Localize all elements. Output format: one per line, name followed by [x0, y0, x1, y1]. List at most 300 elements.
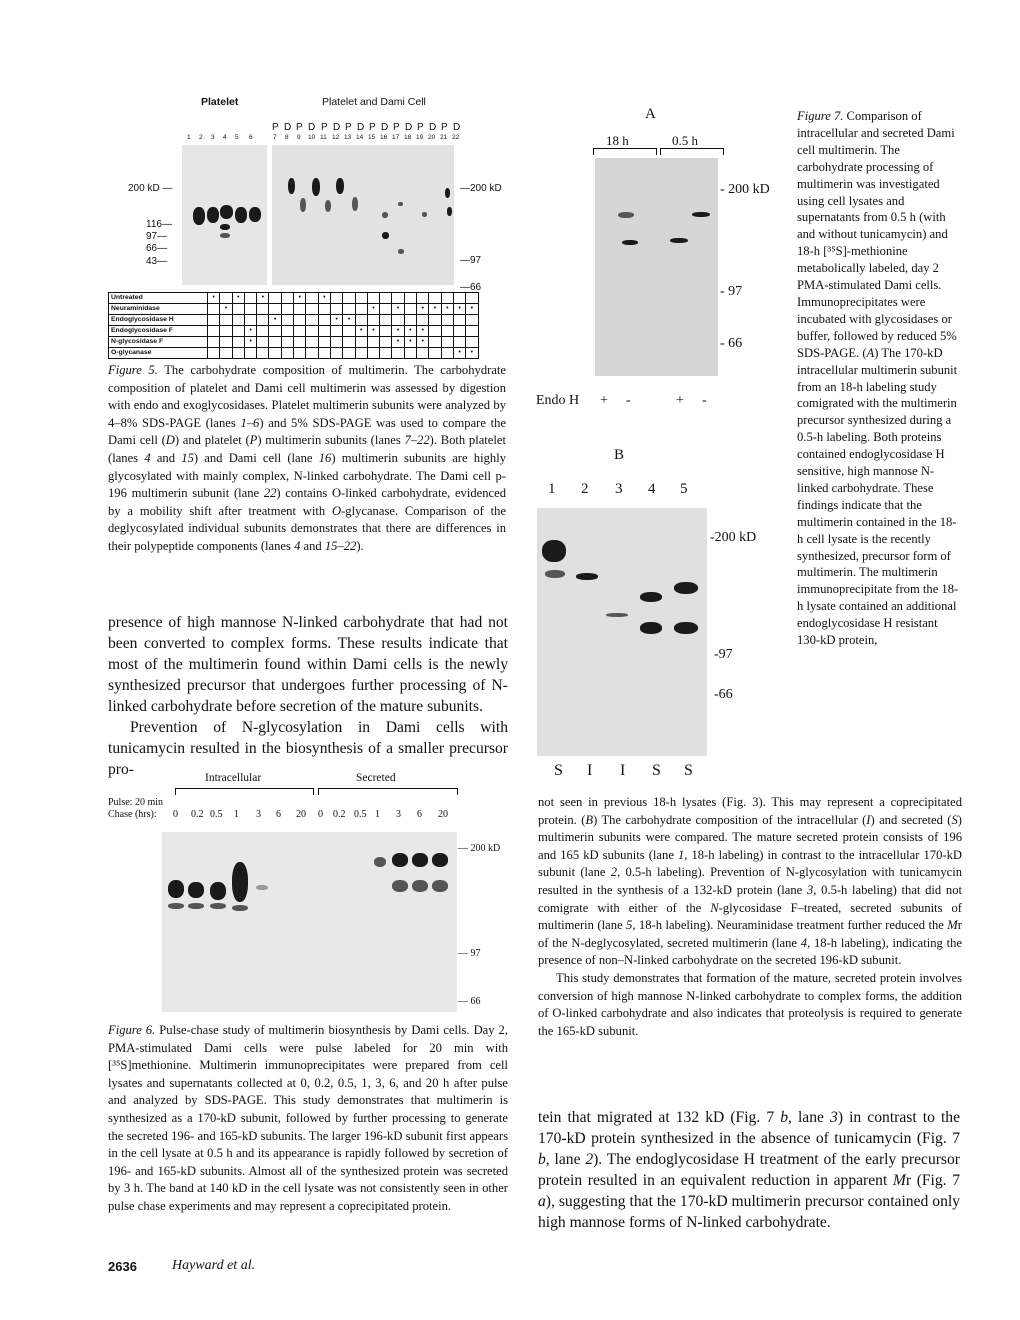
caption-run: ) multimerin subunits were compared. The mature secreted protein consists of 196 and 165 kD subunits (lane	[538, 812, 962, 862]
enzyme-cell: •	[244, 326, 256, 337]
pd-label: P	[393, 122, 400, 133]
lane-number: 13	[344, 134, 352, 141]
caption-run: ). The endoglycosidase H treatment of the early precursor protein resulted in an equivalent reduction in apparent	[538, 1151, 960, 1189]
chase-value: 0.5	[354, 809, 367, 820]
mw-marker: 200 kD —	[128, 183, 173, 194]
enzyme-treatment-table	[108, 292, 479, 359]
fig7a-band	[618, 212, 634, 218]
lane-number: 2	[581, 481, 589, 497]
fig5-band	[220, 233, 230, 238]
lane-number: 5	[235, 134, 239, 141]
enzyme-cell	[392, 348, 404, 359]
enzyme-cell	[257, 337, 269, 348]
enzyme-cell	[232, 315, 244, 326]
fig5-band	[220, 224, 230, 230]
chase-value: 20	[296, 809, 306, 820]
lane-number: 1	[548, 481, 556, 497]
fig6-band	[392, 880, 408, 892]
enzyme-cell	[392, 315, 404, 326]
caption-run: 16	[318, 450, 332, 465]
enzyme-cell	[220, 348, 232, 359]
enzyme-cell	[269, 293, 281, 304]
fig7-wide-caption	[538, 794, 962, 1040]
caption-run: 4	[294, 538, 301, 553]
enzyme-cell	[330, 337, 342, 348]
enzyme-cell	[404, 348, 416, 359]
fig5-band	[398, 202, 403, 206]
caption-run: Comparison of intracellular and secreted Dami cell multimerin. The carbohydrate processing of multimerin was investigated using cell lysates and supernatants from 0.5 h (with and without tunicamycin) and 18-h [³⁵S]-methionine metabolically labeled, day 2 PMA-stimulated Dami cells. Immunoprecipitates were incubated with glycosidases or buffer, followed by reduced 5% SDS-PAGE. (	[797, 109, 957, 360]
mw-marker: — 97	[458, 948, 481, 959]
mw-marker: - 200 kD	[720, 182, 770, 197]
enzyme-cell: •	[453, 348, 465, 359]
pd-label: D	[381, 122, 389, 133]
endoh-value: +	[676, 393, 684, 408]
enzyme-name: N-glycosidase F	[109, 337, 208, 348]
pd-label: P	[272, 122, 279, 133]
lane-number: 7	[273, 134, 277, 141]
caption-run: ) and Dami cell (lane	[193, 450, 319, 465]
lane-number: 15	[368, 134, 376, 141]
caption-run: , 18-h labeling), indicating the presence of non–N-linked carbohydrate on the secreted 196-kD subunit.	[538, 935, 962, 968]
fig7b-band	[576, 573, 598, 580]
pd-label: P	[321, 122, 328, 133]
enzyme-cell	[330, 348, 342, 359]
fig7-endoh-label: Endo H	[536, 393, 580, 408]
caption-run: ) The 170-kD intracellular multimerin subunit from an 18-h labeling study comigrated with the multimerin precursor synthesized during a 0.5-h labeling. Both proteins contained endoglycosidase H sensitive, high mannose N-linked carbohydrate. These findings indicate that the multimerin contained in the 18-h cell lysate is the recently synthesized, precursor form of multimerin. The multimerin immunoprecipitate from the 18-h lysate contained an additional endoglycosidase H resistant 130-kD protein,	[797, 345, 959, 648]
enzyme-cell	[232, 326, 244, 337]
fig6-band	[374, 857, 386, 867]
lane-number: 17	[392, 134, 400, 141]
enzyme-cell	[281, 315, 293, 326]
fig6-band	[188, 882, 204, 898]
page-number: 2636	[108, 1259, 137, 1274]
fig5-band	[312, 178, 320, 196]
caption-run: N	[710, 900, 719, 915]
enzyme-cell	[392, 293, 404, 304]
pd-label: D	[284, 122, 292, 133]
caption-run: 15	[181, 450, 194, 465]
enzyme-row	[109, 348, 479, 359]
fig5-band	[422, 212, 427, 217]
left-body-paragraph-2: Prevention of N-glycosylation in Dami cells with tunicamycin resulted in the biosynthesis of a smaller precursor pro-	[108, 719, 508, 778]
enzyme-cell: •	[318, 293, 330, 304]
enzyme-row	[109, 304, 479, 315]
fig5-band	[220, 205, 233, 219]
mw-marker: -200 kD	[710, 530, 757, 545]
enzyme-cell	[306, 293, 318, 304]
enzyme-cell	[306, 326, 318, 337]
caption-run: 1	[677, 847, 685, 862]
enzyme-cell	[257, 348, 269, 359]
enzyme-cell	[343, 337, 355, 348]
caption-run: 1–6	[240, 415, 260, 430]
enzyme-cell	[417, 315, 429, 326]
enzyme-cell: •	[257, 293, 269, 304]
lane-number: 4	[648, 481, 656, 497]
enzyme-cell	[380, 315, 392, 326]
mw-marker: - 66	[720, 336, 743, 351]
caption-run: 2	[585, 1151, 594, 1168]
caption-run: 7–22	[404, 433, 430, 448]
caption-run: B	[585, 812, 594, 827]
enzyme-name: Neuraminidase	[109, 304, 208, 315]
caption-run: Pulse-chase study of multimerin biosynthesis by Dami cells. Day 2, PMA-stimulated Dami cells were pulse labeled for 20 min with [³⁵S]methionine. Multimerin immunoprecipitates were prepared from cell lysates and supernatants collected at 0, 0.2, 0.5, 1, 3, 6, and 20 h after pulse and analyzed by SDS-PAGE. This study demonstrates that multimerin is synthesized as a 170-kD subunit, followed by further processing to generate the secreted 196- and 165-kD subunits. The larger 196-kD subunit first appears in the cell lysate at 0.5 h and its appearance is rapidly followed by secretion of 196- and 165-kD subunits. Almost all of the synthesized protein was secreted by 3 h. The band at 140 kD in the cell lysate was not consistently seen in other pulse chase experiments and may represent a coprecipitated protein.	[108, 1023, 508, 1213]
caption-run: 3	[830, 1109, 838, 1126]
caption-run: -glycanase. Comparison of the deglycosylated individual subunits demonstrates that there are differences in their polypeptide components (lanes	[108, 503, 506, 553]
enzyme-cell: •	[330, 315, 342, 326]
fig7-18h-label: 18 h	[606, 133, 629, 148]
caption-run: , 18-h labeling). Neuraminidase treatment further reduced the	[632, 918, 948, 933]
chase-value: 6	[417, 809, 422, 820]
caption-run: D	[165, 433, 175, 448]
pd-label: D	[453, 122, 461, 133]
lane-number: 3	[615, 481, 623, 497]
pd-label: P	[441, 122, 448, 133]
mw-marker: - 97	[720, 284, 743, 299]
left-body-paragraph-1: presence of high mannose N-linked carbohydrate that had not been converted to complex forms. These results indicate that most of the multimerin found within Dami cells is the newly synthesized precursor that undergoes further processing of N-linked carbohydrate before secretion of the mature subunits.	[108, 614, 508, 715]
enzyme-cell	[453, 326, 465, 337]
right-body-text	[538, 1107, 960, 1233]
enzyme-cell: •	[441, 304, 453, 315]
caption-run: M	[892, 1172, 906, 1189]
fig7a-band	[622, 240, 638, 245]
enzyme-cell: •	[466, 348, 478, 359]
enzyme-cell: •	[392, 337, 404, 348]
fig5-band	[325, 200, 331, 212]
enzyme-cell	[306, 337, 318, 348]
enzyme-cell	[306, 315, 318, 326]
caption-run: Figure 6.	[108, 1023, 156, 1037]
enzyme-cell	[306, 348, 318, 359]
enzyme-cell	[294, 337, 306, 348]
fig5-band	[249, 207, 261, 222]
fig6-intracellular-label: Intracellular	[205, 772, 262, 784]
lane-number: 2	[199, 134, 203, 141]
enzyme-cell: •	[244, 337, 256, 348]
caption-run: A	[866, 345, 875, 360]
enzyme-cell	[453, 315, 465, 326]
fraction-label: I	[620, 762, 626, 779]
enzyme-cell	[404, 293, 416, 304]
enzyme-cell	[281, 293, 293, 304]
mw-marker: 97—	[146, 231, 168, 242]
enzyme-cell	[466, 326, 478, 337]
enzyme-row	[109, 337, 479, 348]
enzyme-cell	[318, 348, 330, 359]
enzyme-cell: •	[367, 304, 379, 315]
caption-run: 15–22	[324, 538, 357, 553]
enzyme-cell	[429, 337, 441, 348]
fig7b-band	[542, 540, 566, 562]
enzyme-cell	[417, 348, 429, 359]
endoh-value: +	[600, 393, 608, 408]
lane-number: 18	[404, 134, 412, 141]
enzyme-name: Endoglycosidase H	[109, 315, 208, 326]
fig5-band	[288, 178, 295, 194]
fig7a-band	[692, 212, 710, 217]
fig7-18h-bracket	[593, 148, 657, 155]
enzyme-cell	[257, 304, 269, 315]
enzyme-cell	[380, 293, 392, 304]
caption-run: r of the N-deglycosylated, secreted multimerin (lane	[538, 918, 962, 950]
fraction-label: S	[652, 762, 661, 779]
enzyme-cell	[220, 337, 232, 348]
pd-label: P	[296, 122, 303, 133]
fig6-band	[210, 882, 226, 900]
fig6-band	[392, 853, 408, 867]
enzyme-cell	[429, 326, 441, 337]
enzyme-cell	[269, 348, 281, 359]
enzyme-name: O-glycanase	[109, 348, 208, 359]
chase-value: 6	[276, 809, 281, 820]
fig6-band	[432, 880, 448, 892]
pd-label: D	[357, 122, 365, 133]
enzyme-cell	[441, 337, 453, 348]
enzyme-cell	[355, 348, 367, 359]
chase-value: 0.5	[210, 809, 223, 820]
fig6-band	[188, 903, 204, 909]
enzyme-cell	[281, 304, 293, 315]
chase-value: 20	[438, 809, 448, 820]
enzyme-cell	[257, 326, 269, 337]
caption-run: -glycosidase F–treated, secreted subunits of multimerin (lane	[538, 900, 963, 933]
fig6-chase-label: Chase (hrs):	[108, 809, 157, 820]
enzyme-cell	[417, 293, 429, 304]
mw-marker: — 66	[458, 996, 481, 1007]
enzyme-cell	[466, 337, 478, 348]
enzyme-cell	[466, 315, 478, 326]
enzyme-cell	[244, 315, 256, 326]
enzyme-cell	[380, 326, 392, 337]
lane-number: 11	[320, 134, 327, 141]
mw-marker: -97	[714, 647, 733, 662]
enzyme-cell	[466, 293, 478, 304]
fig6-intracellular-bracket	[175, 788, 314, 795]
mw-marker: —97	[460, 255, 482, 266]
caption-run: not seen in previous 18-h lysates (Fig. 3). This may represent a coprecipitated protein. (	[538, 795, 962, 827]
fig6-band	[168, 880, 184, 898]
fig7-panel-b-label: B	[614, 447, 625, 463]
enzyme-cell	[318, 326, 330, 337]
enzyme-cell	[244, 293, 256, 304]
caption-run: Figure 5.	[108, 363, 158, 377]
caption-run: The carbohydrate composition of multimerin. The carbohydrate composition of platelet and Dami cell multimerin was assessed by digestion with endo and exoglycosidases. Platelet multimerin subunits were analyzed by 4–8% SDS-PAGE (lanes	[108, 363, 506, 430]
chase-value: 3	[256, 809, 261, 820]
fig7-wide-caption-paragraph-2: This study demonstrates that formation of the mature, secreted protein involves conversion of high mannose N-linked carbohydrate to complex forms, the addition of O-linked carbohydrate and also indicates that proteolysis is required to generate the 165-kD subunit.	[538, 970, 962, 1038]
fig6-pulse-label: Pulse: 20 min	[108, 797, 164, 808]
enzyme-cell	[441, 348, 453, 359]
enzyme-cell: •	[355, 326, 367, 337]
enzyme-cell	[220, 315, 232, 326]
caption-run: b	[538, 1151, 546, 1168]
fig5-band	[300, 198, 306, 212]
fig7b-band	[674, 622, 698, 634]
caption-run: ). Both platelet (lanes	[108, 433, 506, 465]
chase-value: 0.2	[191, 809, 204, 820]
mw-marker: 116—	[146, 219, 172, 230]
pd-label: D	[429, 122, 437, 133]
enzyme-cell	[429, 315, 441, 326]
fig5-band	[398, 249, 404, 254]
enzyme-row	[109, 293, 479, 304]
fig7b-band	[640, 622, 662, 634]
pd-label: P	[417, 122, 424, 133]
fig7-05h-bracket	[660, 148, 724, 155]
caption-run: ) multimerin subunits (lanes	[257, 433, 405, 448]
caption-run: and	[300, 538, 325, 553]
caption-run: , lane	[545, 1151, 586, 1168]
endoh-value: -	[626, 393, 631, 408]
caption-run: ) The carbohydrate composition of the intracellular (	[593, 812, 867, 827]
fig5-caption	[108, 362, 506, 556]
enzyme-cell	[330, 304, 342, 315]
fig5-band	[336, 178, 344, 194]
chase-value: 0.2	[333, 809, 346, 820]
enzyme-cell	[232, 337, 244, 348]
enzyme-cell: •	[429, 304, 441, 315]
fig5-band	[193, 207, 205, 225]
enzyme-cell	[453, 293, 465, 304]
mw-marker: 43—	[146, 256, 168, 267]
caption-run: 4	[800, 935, 808, 950]
mw-marker: —200 kD	[460, 183, 502, 194]
lane-number: 16	[380, 134, 388, 141]
fig7b-band	[606, 613, 628, 617]
fraction-label: S	[554, 762, 563, 779]
caption-run: ) and secreted (	[870, 812, 952, 827]
enzyme-cell: •	[417, 326, 429, 337]
enzyme-cell	[318, 337, 330, 348]
fig5-band	[382, 232, 389, 239]
enzyme-cell	[318, 304, 330, 315]
fig6-band	[210, 903, 226, 909]
lane-number: 19	[416, 134, 424, 141]
fig5-band	[235, 207, 247, 223]
enzyme-cell	[441, 293, 453, 304]
caption-run: M	[947, 918, 958, 933]
caption-run: O	[331, 503, 342, 518]
enzyme-row	[109, 326, 479, 337]
endoh-value: -	[702, 393, 707, 408]
enzyme-cell: •	[294, 293, 306, 304]
enzyme-cell	[380, 348, 392, 359]
lane-number: 5	[680, 481, 688, 497]
enzyme-cell: •	[232, 293, 244, 304]
enzyme-cell	[343, 348, 355, 359]
left-body-text	[108, 612, 508, 780]
enzyme-cell: •	[343, 315, 355, 326]
caption-run: and	[150, 450, 182, 465]
enzyme-cell: •	[404, 326, 416, 337]
fig5-band	[382, 212, 388, 218]
fraction-label: I	[587, 762, 593, 779]
enzyme-cell	[355, 337, 367, 348]
fig6-band	[232, 905, 248, 911]
enzyme-cell	[208, 337, 220, 348]
fig7b-band	[640, 592, 662, 602]
lane-number: 20	[428, 134, 436, 141]
enzyme-cell	[367, 315, 379, 326]
pd-label: D	[405, 122, 413, 133]
enzyme-cell: •	[367, 326, 379, 337]
caption-run: ) multimerin subunits are highly glycosylated with mainly complex, N-linked carbohydrate. The Dami cell p-196 multimerin subunit (lane	[108, 450, 506, 501]
enzyme-cell	[294, 348, 306, 359]
lane-number: 14	[356, 134, 364, 141]
caption-run: r (Fig. 7	[905, 1172, 960, 1189]
enzyme-cell	[220, 326, 232, 337]
caption-run: I	[866, 812, 871, 827]
enzyme-cell: •	[466, 304, 478, 315]
lane-number: 4	[223, 134, 227, 141]
mw-marker: 66—	[146, 243, 168, 254]
caption-run: tein that migrated at 132 kD (Fig. 7	[538, 1109, 781, 1126]
chase-value: 0	[318, 809, 323, 820]
enzyme-cell	[269, 326, 281, 337]
fig6-caption	[108, 1022, 508, 1216]
caption-run: , 0.5-h labeling) that did not comigrate with either of the	[538, 882, 962, 915]
enzyme-cell	[404, 304, 416, 315]
enzyme-cell	[343, 293, 355, 304]
lane-number: 1	[187, 134, 191, 141]
fig7-05h-label: 0.5 h	[672, 133, 698, 148]
enzyme-cell	[269, 304, 281, 315]
lane-number: 21	[440, 134, 448, 141]
fig6-band	[432, 853, 448, 867]
enzyme-cell	[294, 315, 306, 326]
caption-run: ) in contrast to the 170-kD protein synthesized in the absence of tunicamycin (Fig. 7	[538, 1109, 960, 1147]
enzyme-cell: •	[392, 326, 404, 337]
enzyme-row	[109, 315, 479, 326]
enzyme-cell	[429, 348, 441, 359]
pd-label: P	[345, 122, 352, 133]
enzyme-cell	[208, 315, 220, 326]
fig6-band	[256, 885, 268, 890]
caption-run: ) and 5% SDS-PAGE was used to compare the Dami cell (	[108, 415, 506, 448]
fig7a-gel	[595, 158, 718, 376]
fig7-side-caption	[797, 108, 961, 649]
caption-run: ) and platelet (	[174, 433, 250, 448]
enzyme-cell	[281, 326, 293, 337]
enzyme-name: Untreated	[109, 293, 208, 304]
enzyme-cell	[244, 304, 256, 315]
chase-value: 0	[173, 809, 178, 820]
enzyme-cell	[294, 304, 306, 315]
enzyme-cell	[367, 293, 379, 304]
enzyme-cell	[232, 348, 244, 359]
mw-marker: -66	[714, 687, 733, 702]
chase-value: 3	[396, 809, 401, 820]
enzyme-cell: •	[269, 315, 281, 326]
enzyme-cell	[343, 326, 355, 337]
lane-number: 12	[332, 134, 340, 141]
caption-run: a	[538, 1193, 546, 1210]
lane-number: 10	[308, 134, 316, 141]
caption-run: , lane	[788, 1109, 831, 1126]
enzyme-cell	[208, 326, 220, 337]
enzyme-name: Endoglycosidase F	[109, 326, 208, 337]
fig7b-band	[674, 582, 698, 594]
caption-run: ).	[356, 538, 364, 553]
enzyme-cell: •	[392, 304, 404, 315]
enzyme-cell: •	[404, 337, 416, 348]
enzyme-cell	[208, 304, 220, 315]
enzyme-cell	[367, 337, 379, 348]
enzyme-cell	[294, 326, 306, 337]
enzyme-cell	[220, 293, 232, 304]
lane-number: 9	[297, 134, 301, 141]
enzyme-cell	[306, 304, 318, 315]
lane-number: 22	[452, 134, 460, 141]
